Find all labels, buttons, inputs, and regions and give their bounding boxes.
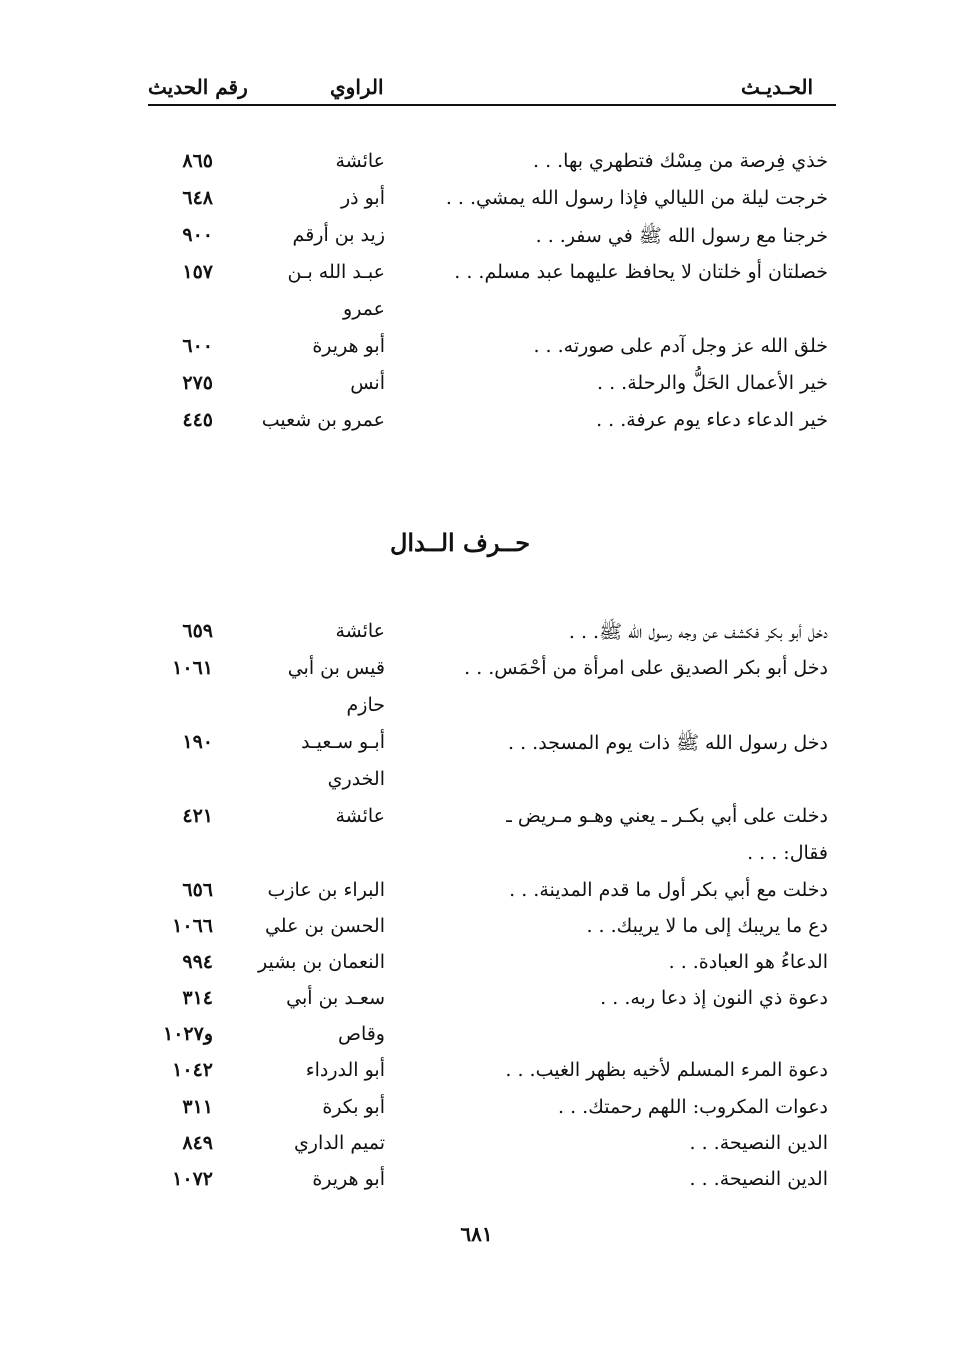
header-rule <box>148 104 836 106</box>
narrator-name: عمرو <box>343 298 385 320</box>
hadith-number: ٨٦٥ <box>182 150 213 172</box>
narrator-name: عائشة <box>335 805 385 827</box>
index-row <box>0 224 953 260</box>
narrator-name: أبو هريرة <box>312 1168 385 1190</box>
hadith-number: ٤٤٥ <box>182 409 213 431</box>
hadith-text: خير الدعاء دعاء يوم عرفة. . . <box>596 409 828 431</box>
index-row <box>0 768 953 804</box>
narrator-name: عائشة <box>335 150 385 172</box>
narrator-name: عمرو بن شعيب <box>261 409 385 431</box>
hadith-number: ٦٤٨ <box>182 187 213 209</box>
narrator-name: أنس <box>350 372 385 394</box>
index-row <box>0 335 953 371</box>
hadith-number: ١٥٧ <box>182 261 213 283</box>
hadith-number: ١٩٠ <box>182 731 213 753</box>
narrator-name: البراء بن عازب <box>267 879 385 901</box>
hadith-text: فقال: . . . <box>747 842 828 864</box>
narrator-name: الخدري <box>327 768 385 790</box>
narrator-name: قيس بن أبي <box>287 657 385 679</box>
narrator-name: أبو هريرة <box>312 335 385 357</box>
narrator-name: عائشة <box>335 620 385 642</box>
hadith-text: الدعاءُ هو العبادة. . . <box>668 951 828 973</box>
hadith-number: ٦٥٦ <box>182 879 213 901</box>
hadith-text: خرجت ليلة من الليالي فإذا رسول الله يمشي. . . <box>445 187 828 209</box>
narrator-name: أبـو سـعيـد <box>301 731 385 753</box>
index-row <box>0 298 953 334</box>
hadith-text: خصلتان أو خلتان لا يحافظ عليهما عبد مسلم. . . <box>454 261 828 283</box>
narrator-name: سعـد بن أبي <box>286 987 385 1009</box>
index-row <box>0 1132 953 1168</box>
header-hadith: الحـديـث <box>741 75 813 99</box>
index-row <box>0 1059 953 1095</box>
index-row <box>0 372 953 408</box>
hadith-number: ٨٤٩ <box>182 1132 213 1154</box>
hadith-text: دعوات المكروب: اللهم رحمتك. . . <box>558 1096 828 1118</box>
index-row <box>0 731 953 767</box>
narrator-name: أبو بكرة <box>322 1096 385 1118</box>
page-number: ٦٨١ <box>460 1222 493 1246</box>
hadith-text: دخلت مع أبي بكر أول ما قدم المدينة. . . <box>509 879 828 901</box>
hadith-text: خذي فِرصة من مِسْك فتطهري بها. . . <box>532 150 828 172</box>
hadith-number: ٣١١ <box>182 1096 213 1118</box>
hadith-text: دعوة المرء المسلم لأخيه بظهر الغيب. . . <box>505 1059 828 1081</box>
index-row <box>0 879 953 915</box>
narrator-name: وقاص <box>337 1023 385 1045</box>
hadith-text: دع ما يريبك إلى ما لا يريبك. . . <box>586 915 828 937</box>
hadith-text: دخلت على أبي بكـر ـ يعني وهـو مـريض ـ <box>506 805 828 827</box>
header-narrator: الراوي <box>330 75 384 99</box>
narrator-name: حازم <box>346 694 385 716</box>
hadith-number: ١٠٤٢ <box>172 1059 213 1081</box>
index-row <box>0 915 953 951</box>
index-row <box>0 187 953 223</box>
hadith-number: ١٠٧٢ <box>172 1168 213 1190</box>
index-row <box>0 1168 953 1204</box>
hadith-text: خير الأعمال الحَلُّ والرحلة. . . <box>597 372 828 394</box>
narrator-name: زيد بن أرقم <box>292 224 385 246</box>
index-row <box>0 1096 953 1132</box>
index-row <box>0 987 953 1023</box>
index-row <box>0 261 953 297</box>
hadith-number: ٢٧٥ <box>182 372 213 394</box>
hadith-number: و١٠٢٧ <box>162 1023 213 1045</box>
hadith-number: ١٠٦٦ <box>172 915 213 937</box>
hadith-text: خلق الله عز وجل آدم على صورته. . . <box>533 335 828 357</box>
index-row <box>0 620 953 656</box>
hadith-text: دخل أبو بكر فكشف عن وجه رسول الله ﷺ. . . <box>568 621 828 643</box>
header-number: رقم الحديث <box>148 75 248 99</box>
section-title: حــرف الــدال <box>389 528 531 557</box>
index-row <box>0 150 953 186</box>
index-row <box>0 694 953 730</box>
index-row <box>0 842 953 878</box>
hadith-number: ٩٠٠ <box>182 224 213 246</box>
narrator-name: تميم الداري <box>293 1132 385 1154</box>
index-row <box>0 657 953 693</box>
index-row <box>0 805 953 841</box>
narrator-name: أبو الدرداء <box>305 1059 385 1081</box>
hadith-text: دخل رسول الله ﷺ ذات يوم المسجد. . . <box>508 732 828 754</box>
hadith-number: ٤٢١ <box>182 805 213 827</box>
narrator-name: عبـد الله بـن <box>287 261 385 283</box>
hadith-text: الدين النصيحة. . . <box>689 1168 828 1190</box>
hadith-number: ٣١٤ <box>182 987 213 1009</box>
hadith-text: دخل أبو بكر الصديق على امرأة من أحْمَس. . . <box>464 657 828 679</box>
hadith-number: ١٠٦١ <box>172 657 213 679</box>
narrator-name: الحسن بن علي <box>264 915 385 937</box>
hadith-text: الدين النصيحة. . . <box>689 1132 828 1154</box>
hadith-text: دعوة ذي النون إذ دعا ربه. . . <box>600 987 828 1009</box>
index-row <box>0 409 953 445</box>
narrator-name: النعمان بن بشير <box>258 951 385 973</box>
hadith-number: ٦٠٠ <box>182 335 213 357</box>
narrator-name: أبو ذر <box>340 187 385 209</box>
index-row <box>0 951 953 987</box>
index-row <box>0 1023 953 1059</box>
hadith-number: ٦٥٩ <box>182 620 213 642</box>
hadith-text: خرجنا مع رسول الله ﷺ في سفر. . . <box>535 225 828 247</box>
hadith-number: ٩٩٤ <box>182 951 213 973</box>
